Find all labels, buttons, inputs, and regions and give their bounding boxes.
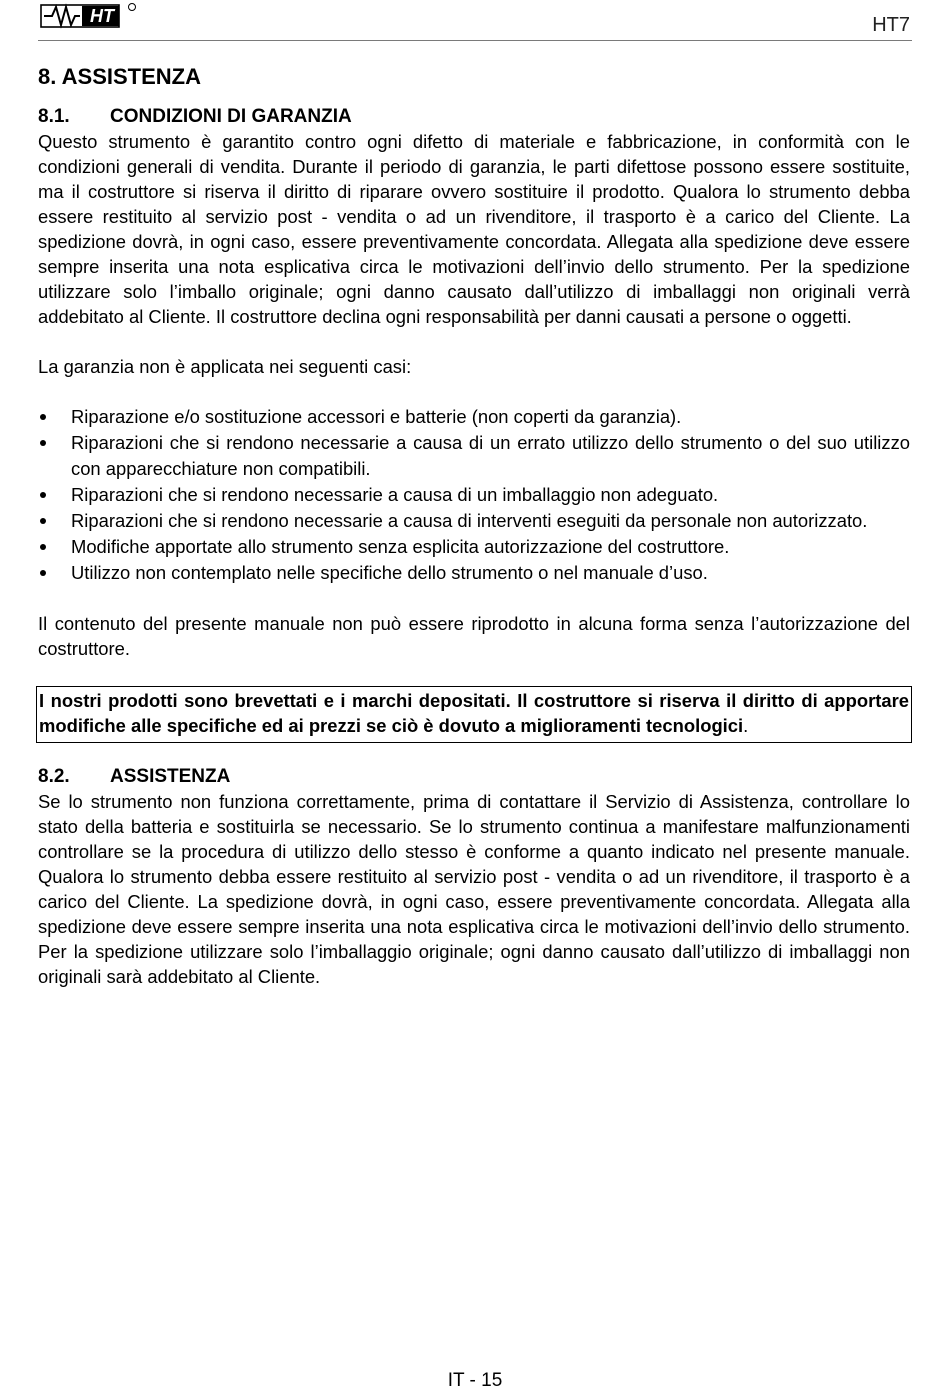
service-paragraph: Se lo strumento non funziona correttamente, prima di contattare il Servizio di Assistenza, controllare lo stato della batteria e sostituirla se necessario. Se lo strumento continua a manifestare malfunzionamenti controllare se la procedura di utilizzo dello stesso è conforme a quanto indicato nel presente manuale. Qualora lo strumento debba essere restituito al servizio post - vendita o ad un rivenditore, il trasporto è a carico del Cliente. La spedizione dovrà, in ogni caso, essere preventivamente concordata. Allegata alla spedizione deve essere sempre inserita una nota esplicativa circa le motivazioni dell’invio dello strumento. Per la spedizione utilizzare solo l’imballaggio originale; ogni danno causato dall’utilizzo di imballaggi non originali sarà addebitato al Cliente. <box>38 790 910 987</box>
bullet-icon <box>40 492 46 498</box>
page-number: IT - 15 <box>447 1370 503 1391</box>
bullet-icon <box>40 414 46 420</box>
exclusions-list <box>38 404 910 585</box>
list-item: Riparazioni che si rendono necessarie a causa di un imballaggio non adeguato. <box>38 482 910 508</box>
list-item: Riparazione e/o sostituzione accessori e batterie (non coperti da garanzia). <box>38 404 910 430</box>
list-item: Modifiche apportate allo strumento senza esplicita autorizzazione del costruttore. <box>38 534 910 560</box>
bullet-icon <box>40 544 46 550</box>
patent-notice-end: . <box>743 715 749 736</box>
document-code: HT7 <box>872 14 910 36</box>
service-heading <box>38 764 910 789</box>
section-title: 8. ASSISTENZA <box>38 64 201 89</box>
copyright-paragraph: Il contenuto del presente manuale non può essere riprodotto in alcuna forma senza l’autorizzazione del costruttore. <box>38 612 910 659</box>
service-title: ASSISTENZA <box>110 765 231 787</box>
bullet-icon <box>40 518 46 524</box>
exclusions-intro: La garanzia non è applicata nei seguenti casi: <box>38 356 412 377</box>
list-item: Riparazioni che si rendono necessarie a causa di un errato utilizzo dello strumento o del suo utilizzo con apparecchiature non compatibili. <box>38 430 910 481</box>
patent-notice-box <box>36 686 912 743</box>
service-number: 8.2. <box>38 765 70 787</box>
bullet-icon <box>40 570 46 576</box>
page-content <box>38 62 910 989</box>
warranty-heading <box>38 104 910 129</box>
ht-logo <box>40 2 144 30</box>
warranty-title: CONDIZIONI DI GARANZIA <box>110 106 352 127</box>
bullet-icon <box>40 440 46 446</box>
warranty-paragraph: Questo strumento è garantito contro ogni difetto di materiale e fabbricazione, in conformità con le condizioni generali di vendita. Durante il periodo di garanzia, le parti difettose possono essere sostituite, ma il costruttore si riserva il diritto di riparare ovvero sostituire il prodotto. Qualora lo strumento debba essere restituito al servizio post - vendita o ad un rivenditore, il trasporto è a carico del Cliente. La spedizione dovrà, in ogni caso, essere preventivamente concordata. Allegata alla spedizione deve essere sempre inserita una nota esplicativa circa le motivazioni dell’invio dello strumento. Per la spedizione utilizzare solo l’imballo originale; ogni danno causato dall’utilizzo di imballaggi non originali verrà addebitato al Cliente. Il costruttore declina ogni responsabilità per danni causati a persone o oggetti. <box>38 131 910 327</box>
ht-logo-text: HT <box>90 6 114 26</box>
list-item: Utilizzo non contemplato nelle specifiche dello strumento o nel manuale d’uso. <box>38 560 910 586</box>
list-item: Riparazioni che si rendono necessarie a causa di interventi eseguiti da personale non autorizzato. <box>38 508 910 534</box>
patent-notice-text: I nostri prodotti sono brevettati e i marchi depositati. Il costruttore si riserva il diritto di apportare modifiche alle specifiche ed ai prezzi se ciò è dovuto a miglioramenti tecnologici <box>39 689 909 736</box>
warranty-number: 8.1. <box>38 106 70 127</box>
page-header <box>38 0 912 41</box>
